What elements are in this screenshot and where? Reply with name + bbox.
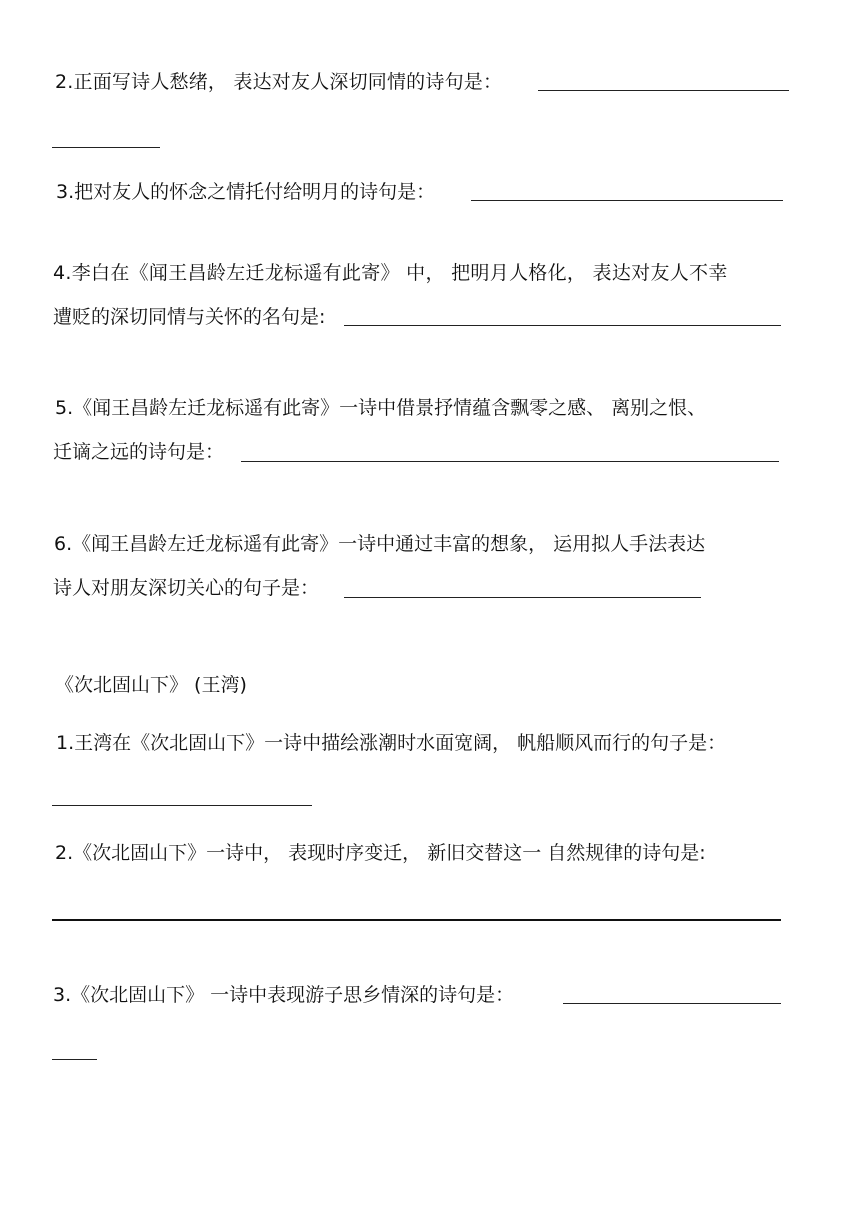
answer-blank-2a[interactable] [538,90,789,91]
s2-answer-blank-1[interactable] [52,805,312,806]
answer-blank-5[interactable] [241,461,779,462]
s2-question-1-text: 1.王湾在《次北固山下》一诗中描绘涨潮时水面宽阔， 帆船顺风而行的句子是： [56,732,727,754]
s2-answer-blank-3a[interactable] [563,1003,781,1004]
question-6-text-line2: 诗人对朋友深切关心的句子是： [53,577,320,599]
question-4-text-line1: 4.李白在《闻王昌龄左迁龙标遥有此寄》 中， 把明月人格化， 表达对友人不幸 [53,262,728,284]
question-4-text-line2: 遭贬的深切同情与关怀的名句是: [53,306,326,328]
section-heading: 《次北固山下》 (王湾) [55,674,247,696]
s2-answer-blank-2[interactable] [52,919,781,921]
answer-blank-4[interactable] [344,325,781,326]
question-5-text-line2: 迁谪之远的诗句是： [53,441,225,463]
question-2-text: 2.正面写诗人愁绪， 表达对友人深切同情的诗句是： [55,71,503,93]
s2-answer-blank-3b[interactable] [52,1059,97,1060]
question-6-text-line1: 6.《闻王昌龄左迁龙标遥有此寄》一诗中通过丰富的想象， 运用拟人手法表达 [54,533,706,555]
answer-blank-3[interactable] [471,200,783,201]
s2-question-3-text: 3.《次北固山下》 一诗中表现游子思乡情深的诗句是： [53,984,515,1006]
s2-question-2-text: 2.《次北固山下》一诗中， 表现时序变迁， 新旧交替这一 自然规律的诗句是: [55,842,706,864]
answer-blank-2b[interactable] [52,147,160,148]
question-3-text: 3.把对友人的怀念之情托付给明月的诗句是： [56,181,436,203]
question-5-text-line1: 5.《闻王昌龄左迁龙标遥有此寄》一诗中借景抒情蕴含飘零之感、 离别之恨、 [55,397,707,419]
answer-blank-6[interactable] [344,597,701,598]
